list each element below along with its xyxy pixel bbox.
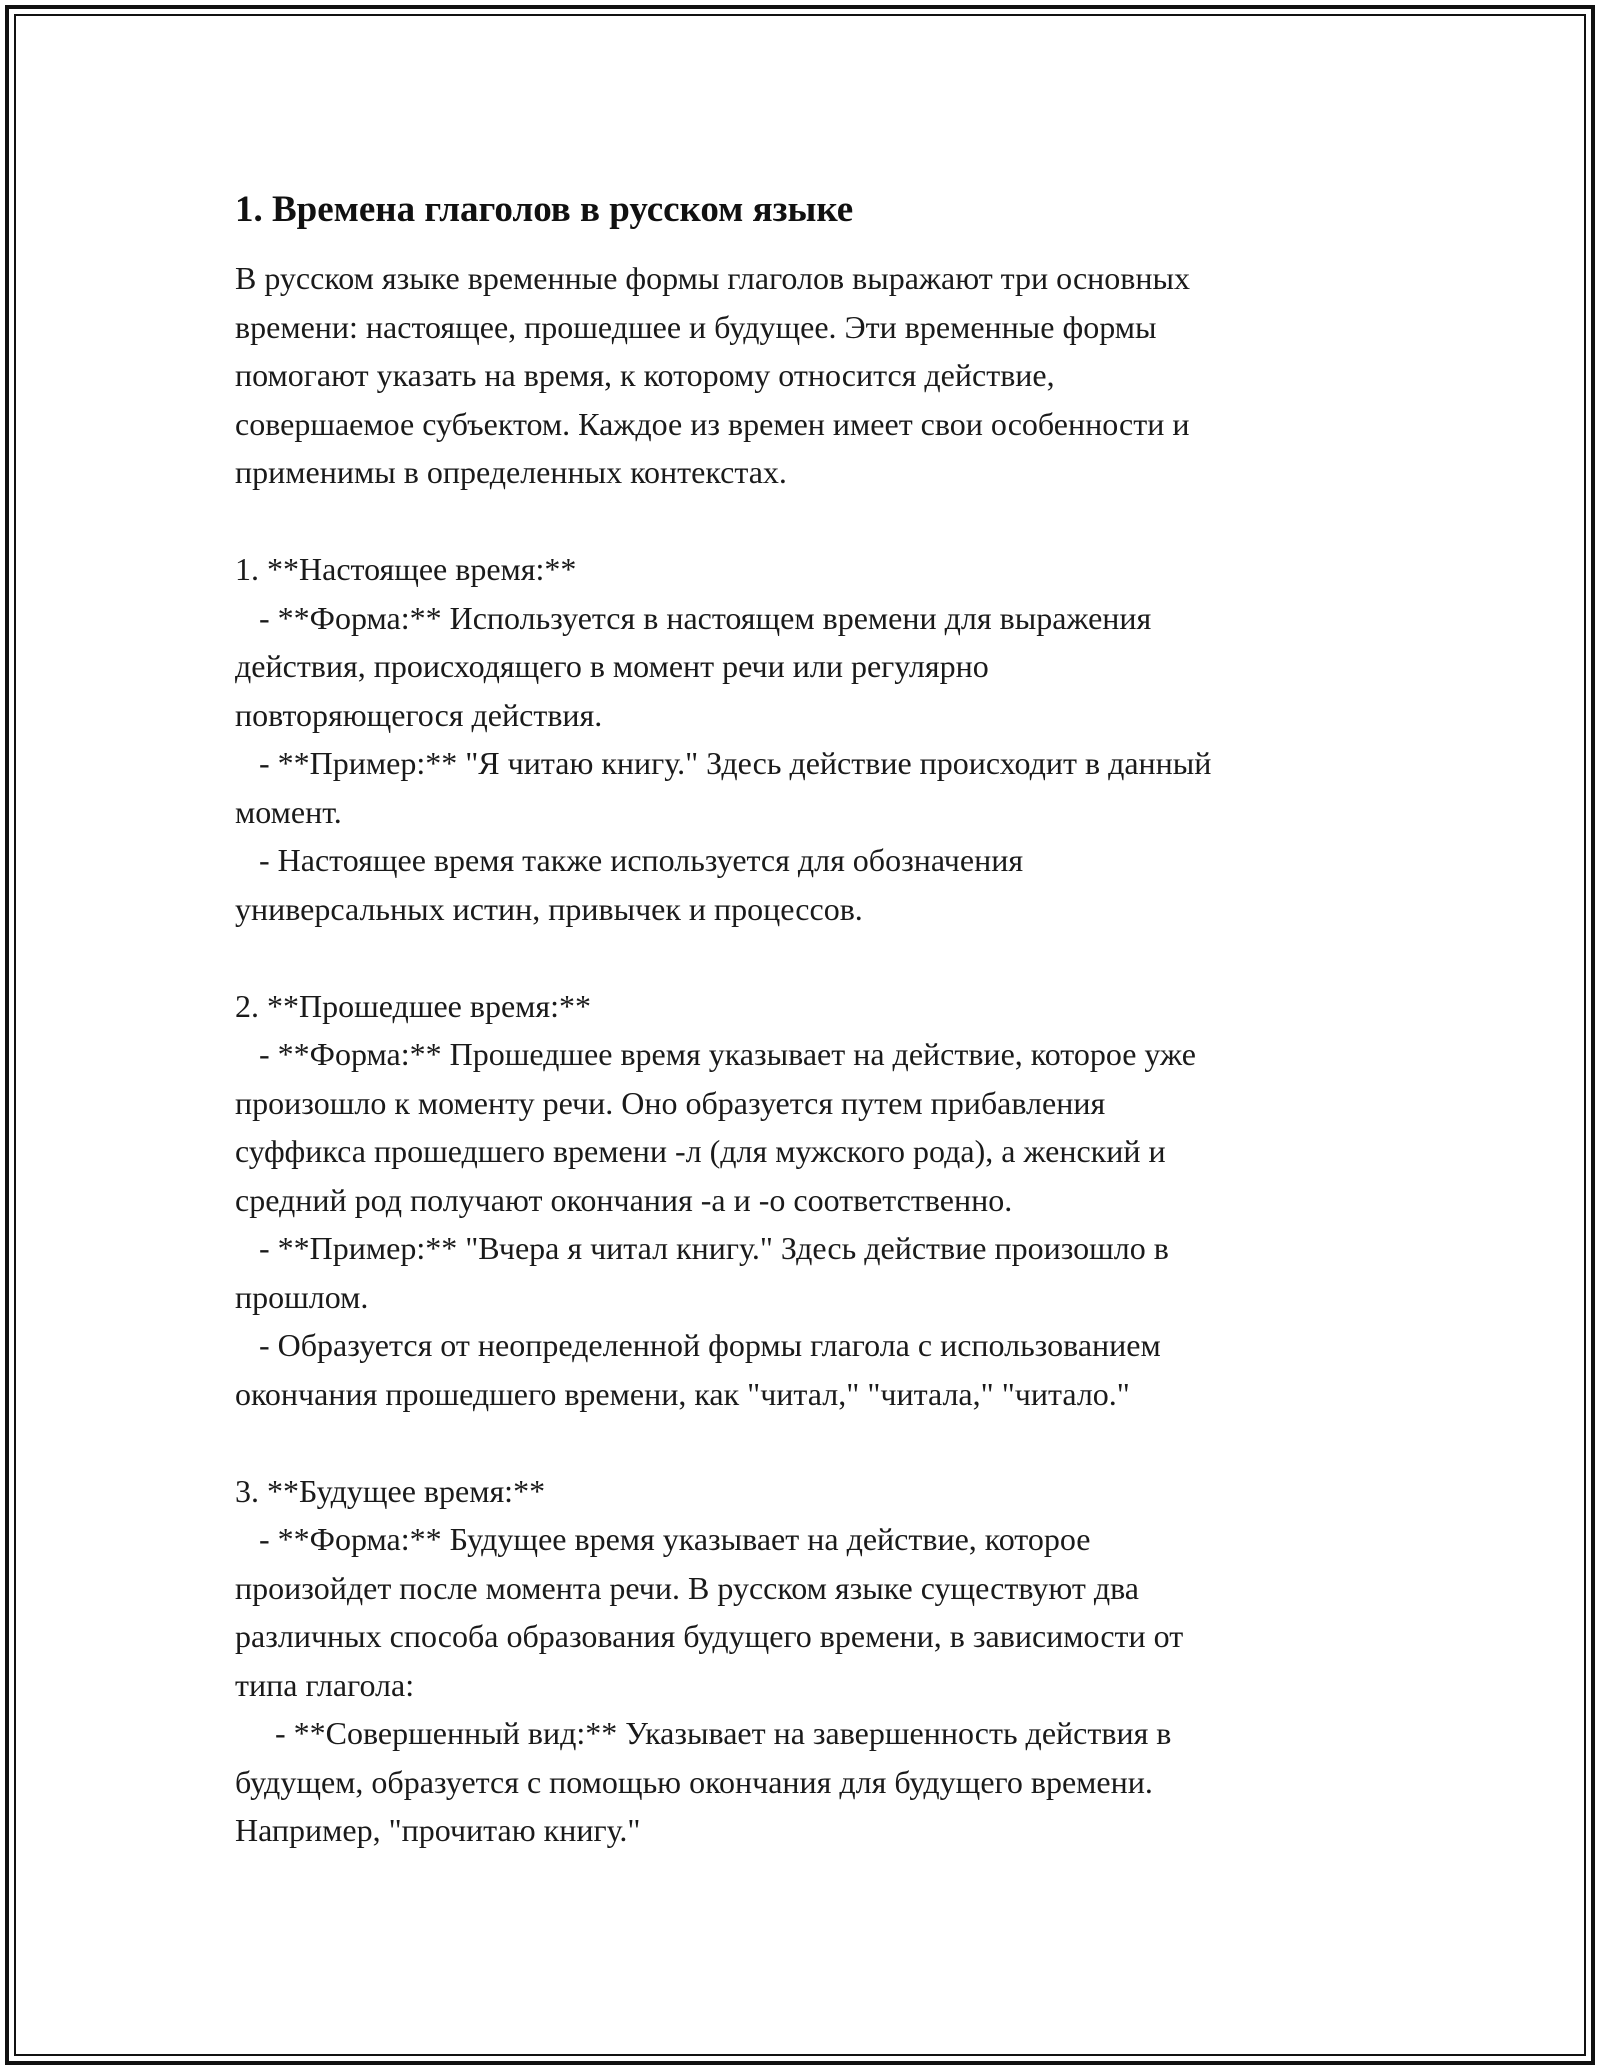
past-tense-section: 2. **Прошедшее время:** - **Форма:** Прошедшее время указывает на действие, которое уже произошло к моменту речи. Оно образуется путем прибавления суффикса прошедшего времени -л (для мужского рода), а женский и средний род получают окончания -а и -о соответственно. - **Пример:** "Вчера я читал книгу." Здесь действие произошло в прошлом. - Образуется от неопределенной формы глагола с использованием окончания прошедшего времени, как "читал," "читала," "читало." xyxy=(235,987,1196,1412)
paragraph-gap xyxy=(235,497,1395,546)
paragraph-gap xyxy=(235,1418,1395,1467)
future-tense-section: 3. **Будущее время:** - **Форма:** Будущее время указывает на действие, которое произойдет после момента речи. В русском языке существуют два различных способа образования будущего времени, в зависимости от типа глагола: - **Совершенный вид:** Указывает на завершенность действия в будущем, образуется с помощью окончания для будущего времени. Например, "прочитаю книгу." xyxy=(235,1472,1184,1848)
section-heading: 1. Времена глаголов в русском языке xyxy=(235,189,854,230)
document-body xyxy=(235,186,1395,1855)
present-tense-section: 1. **Настоящее время:** - **Форма:** Используется в настоящем времени для выражения действия, происходящего в момент речи или регулярно повторяющегося действия. - **Пример:** "Я читаю книгу." Здесь действие происходит в данный момент. - Настоящее время также используется для обозначения универсальных истин, привычек и процессов. xyxy=(235,551,1212,927)
intro-paragraph: В русском языке временные формы глаголов выражают три основных времени: настоящее, прошедшее и будущее. Эти временные формы помогают указать на время, к которому относится действие, совершаемое субъектом. Каждое из времен имеет свои особенности и применимы в определенных контекстах. xyxy=(235,260,1191,490)
paragraph-gap xyxy=(235,933,1395,982)
